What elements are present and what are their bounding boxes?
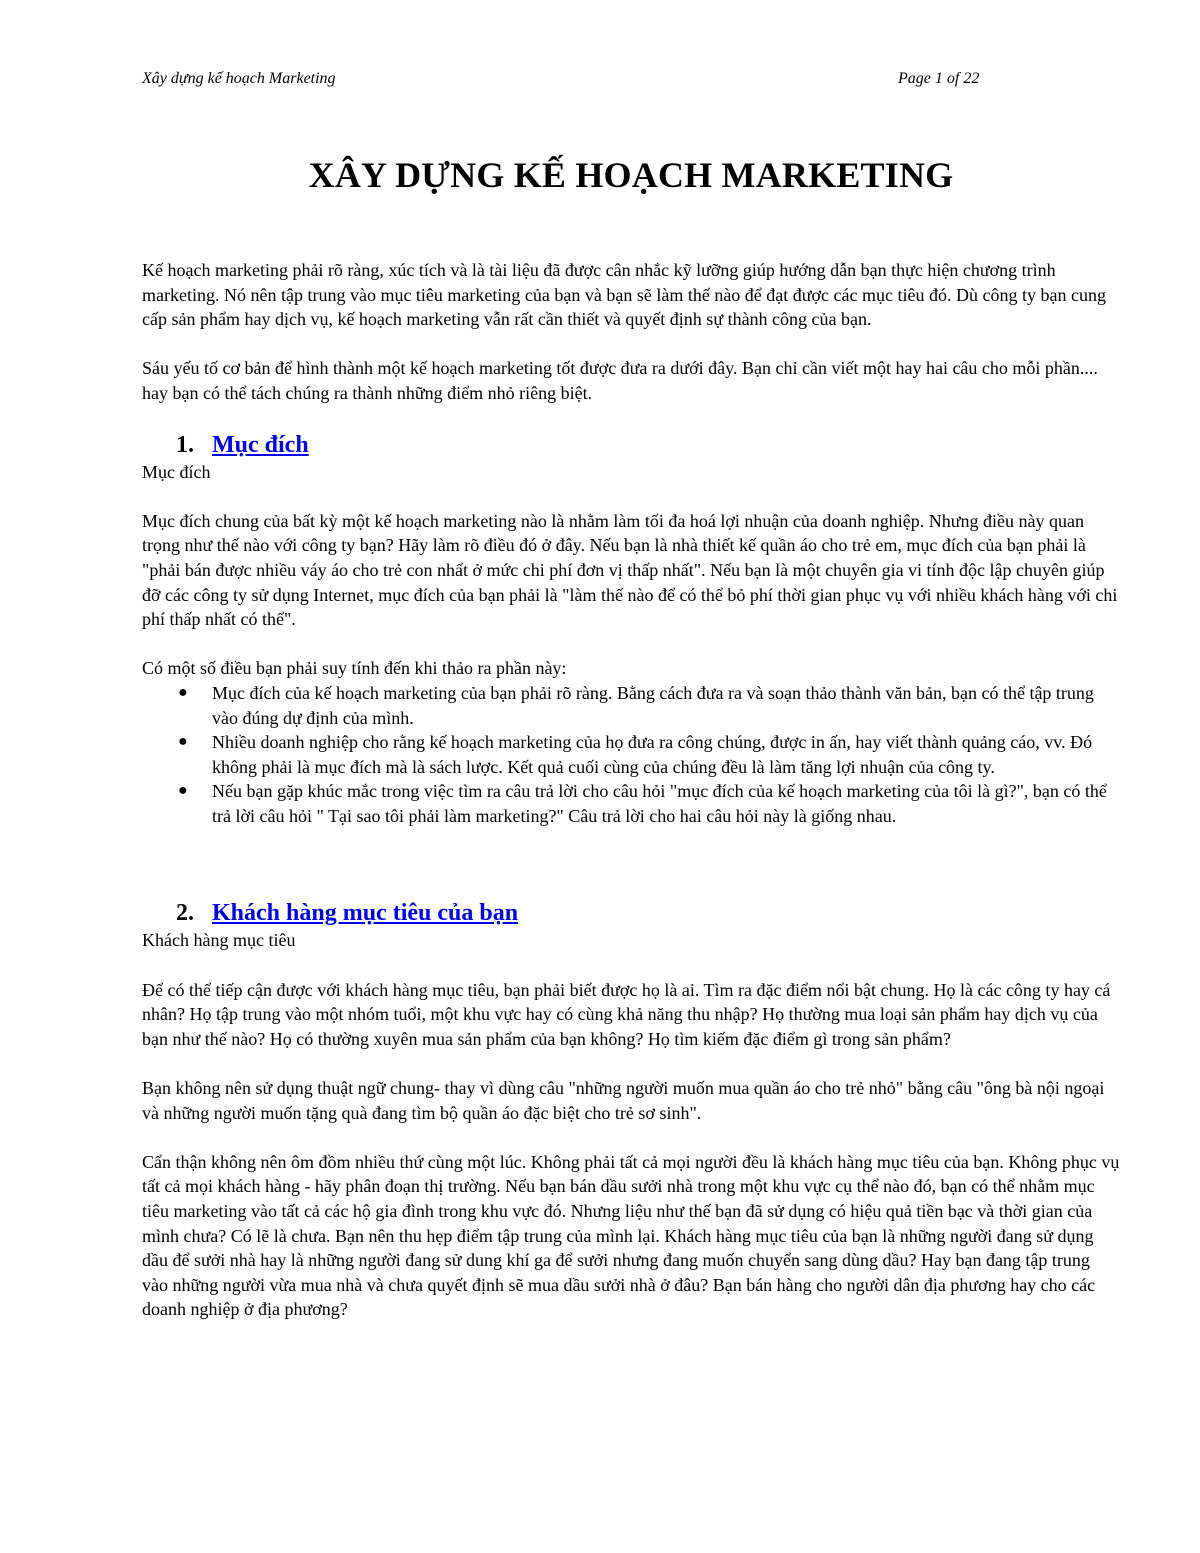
section-1-subtitle: Mục đích [142,461,211,482]
section-1-heading [142,430,1120,460]
section-1-paragraph-2: Có một số điều bạn phải suy tính đến khi thảo ra phần này: [142,658,567,679]
list-item-text: Nhiều doanh nghiệp cho rằng kế hoạch marketing của họ đưa ra công chúng, được in ấn, hay viết thành quảng cáo, vv. Đó không phải là mục đích mà là sách lược. Kết quả cuối cùng của chúng đều là làm tăng lợi nhuận của công ty. [212,732,1093,777]
document-page [142,70,1120,1322]
bullet-icon: ● [178,683,188,701]
header-document-name: Xây dựng kế hoạch Marketing [142,70,336,87]
section-2-paragraph-1: Để có thể tiếp cận được với khách hàng mục tiêu, bạn phải biết được họ là ai. Tìm ra đặc điểm nổi bật chung. Họ là các công ty hay cá nhân? Họ tập trung vào một nhóm tuổi, một khu vực hay có cùng khả năng thu nhập? Họ thường mua loại sản phẩm hay dịch vụ của bạn như thế nào? Họ có thường xuyên mua sản phẩm của bạn không? Họ tìm kiếm đặc điểm gì trong sản phẩm? [142,979,1111,1049]
section-1-number: 1. [176,431,194,458]
section-1-link[interactable]: Mục đích [212,431,309,458]
bullet-icon: ● [178,782,188,800]
section-2-subtitle: Khách hàng mục tiêu [142,930,296,951]
section-2-number: 2. [176,900,194,927]
section-2-paragraph-3: Cẩn thận không nên ôm đồm nhiều thứ cùng một lúc. Không phải tất cả mọi người đều là khách hàng mục tiêu của bạn. Không phục vụ tất cả mọi khách hàng - hãy phân đoạn thị trường. Nếu bạn bán dầu sưởi nhà trong một khu vực cụ thể nào đó, bạn có thể nhằm mục tiêu marketing vào tất cả các hộ gia đình trong khu vực đó. Nhưng liệu như thế bạn đã sử dụng có hiệu quả tiền bạc và thời gian của mình chưa? Có lẽ là chưa. Bạn nên thu hẹp điểm tập trung của mình lại. Khách hàng mục tiêu của bạn là những người đang sử dụng dầu để sưởi nhà hay là những người đang sử dung khí ga để sưởi nhưng đang muốn chuyển sang dùng dầu? Hay bạn đang tập trung vào những người vừa mua nhà và chưa quyết định sẽ mua dầu sưởi nhà ở đâu? Bạn bán hàng cho người dân địa phương hay cho các doanh nghiệp ở địa phương? [142,1151,1120,1320]
section-2-heading [142,898,1120,928]
section-2-paragraph-2: Bạn không nên sử dụng thuật ngữ chung- thay vì dùng câu "những người muốn mua quần áo cho trẻ nhỏ" bằng câu "ông bà nội ngoại và những người muốn tặng quà đang tìm bộ quần áo đặc biệt cho trẻ sơ sinh". [142,1078,1105,1123]
section-2-link[interactable]: Khách hàng mục tiêu của bạn [212,900,519,927]
list-item [142,681,1120,730]
section-1-bullet-list [142,681,1120,829]
list-item [142,730,1120,779]
intro-paragraph-2: Sáu yếu tố cơ bản để hình thành một kế hoạch marketing tốt được đưa ra dưới đây. Bạn chỉ cần viết một hay hai câu cho mỗi phần.... hay bạn có thể tách chúng ra thành những điểm nhỏ riêng biệt. [142,358,1098,403]
list-item [142,779,1120,828]
list-item-text: Nếu bạn gặp khúc mắc trong việc tìm ra câu trả lời cho câu hỏi "mục đích của kế hoạch marketing của tôi là gì?", bạn có thể trả lời câu hỏi " Tại sao tôi phải làm marketing?" Câu trả lời cho hai câu hỏi này là giống nhau. [212,781,1107,826]
list-item-text: Mục đích của kế hoạch marketing của bạn phải rõ ràng. Bằng cách đưa ra và soạn thảo thành văn bản, bạn có thể tập trung vào đúng dự định của mình. [212,682,1094,728]
running-header [142,70,1120,96]
section-1-paragraph-1: Mục đích chung của bất kỳ một kế hoạch marketing nào là nhằm làm tối đa hoá lợi nhuận của doanh nghiệp. Nhưng điều này quan trọng như thế nào với công ty bạn? Hãy làm rõ điều đó ở đây. Nếu bạn là nhà thiết kế quần áo cho trẻ em, mục đích của bạn phải là "phải bán được nhiều váy áo cho trẻ con nhất ở mức chi phí đơn vị thấp nhất". Nếu bạn là một chuyên gia vi tính độc lập chuyên giúp đỡ các công ty sử dụng Internet, mục đích của bạn phải là "làm thế nào để có thể bỏ phí thời gian phục vụ với nhiều khách hàng với chi phí thấp nhất có thể". [142,510,1118,630]
intro-paragraph-1: Kế hoạch marketing phải rõ ràng, xúc tích và là tài liệu đã được cân nhắc kỹ lưỡng giúp hướng dẫn bạn thực hiện chương trình marketing. Nó nên tập trung vào mục tiêu marketing của bạn và bạn sẽ làm thế nào để đạt được các mục tiêu đó. Dù công ty bạn cung cấp sản phẩm hay dịch vụ, kế hoạch marketing vẫn rất cần thiết và quyết định sự thành công của bạn. [142,260,1106,330]
bullet-icon: ● [178,733,188,751]
document-title: XÂY DỰNG KẾ HOẠCH MARKETING [308,155,954,195]
header-page-number: Page 1 of 22 [898,70,980,87]
